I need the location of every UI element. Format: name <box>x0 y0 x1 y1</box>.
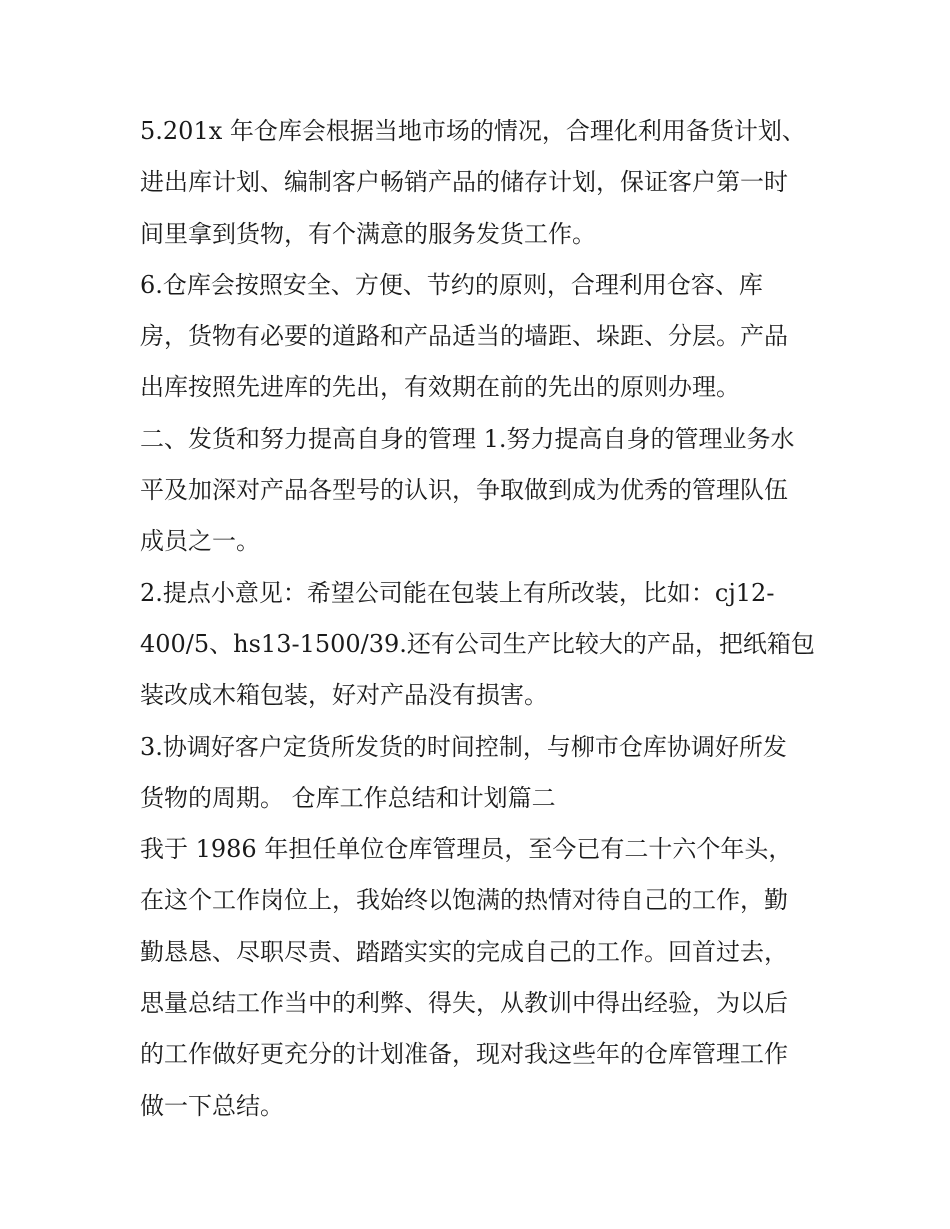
text-line: 平及加深对产品各型号的认识，争取做到成为优秀的管理队伍 <box>140 476 788 505</box>
text-line: 成员之一。 <box>140 527 260 556</box>
text-line: 400/5、hs13-1500/39.还有公司生产比较大的产品，把纸箱包 <box>140 629 815 658</box>
text-line: 做一下总结。 <box>140 1091 284 1120</box>
text-line: 2.提点小意见：希望公司能在包装上有所改装，比如：cj12- <box>140 578 775 607</box>
text-line: 二、发货和努力提高自身的管理 1.努力提高自身的管理业务水 <box>140 424 795 453</box>
text-line: 货物的周期。 仓库工作总结和计划篇二 <box>140 783 556 812</box>
text-line: 的工作做好更充分的计划准备，现对我这些年的仓库管理工作 <box>140 1040 788 1069</box>
text-line: 进出库计划、编制客户畅销产品的储存计划，保证客户第一时 <box>140 168 788 197</box>
text-line: 间里拿到货物，有个满意的服务发货工作。 <box>140 219 596 248</box>
text-line: 房，货物有必要的道路和产品适当的墙距、垛距、分层。产品 <box>140 322 788 351</box>
text-line: 装改成木箱包装，好对产品没有损害。 <box>140 681 548 710</box>
text-line: 6.仓库会按照安全、方便、节约的原则，合理利用仓容、库 <box>140 270 763 299</box>
body-text <box>140 106 820 1132</box>
text-line: 我于 1986 年担任单位仓库管理员，至今已有二十六个年头， <box>140 835 793 864</box>
text-line: 出库按照先进库的先出，有效期在前的先出的原则办理。 <box>140 373 740 402</box>
text-line: 在这个工作岗位上，我始终以饱满的热情对待自己的工作，勤 <box>140 886 788 915</box>
text-line: 思量总结工作当中的利弊、得失，从教训中得出经验，为以后 <box>140 989 788 1018</box>
text-line: 3.协调好客户定货所发货的时间控制，与柳市仓库协调好所发 <box>140 732 787 761</box>
text-line: 勤恳恳、尽职尽责、踏踏实实的完成自己的工作。回首过去， <box>140 937 788 966</box>
text-line: 5.201x 年仓库会根据当地市场的情况，合理化利用备货计划、 <box>140 117 806 145</box>
